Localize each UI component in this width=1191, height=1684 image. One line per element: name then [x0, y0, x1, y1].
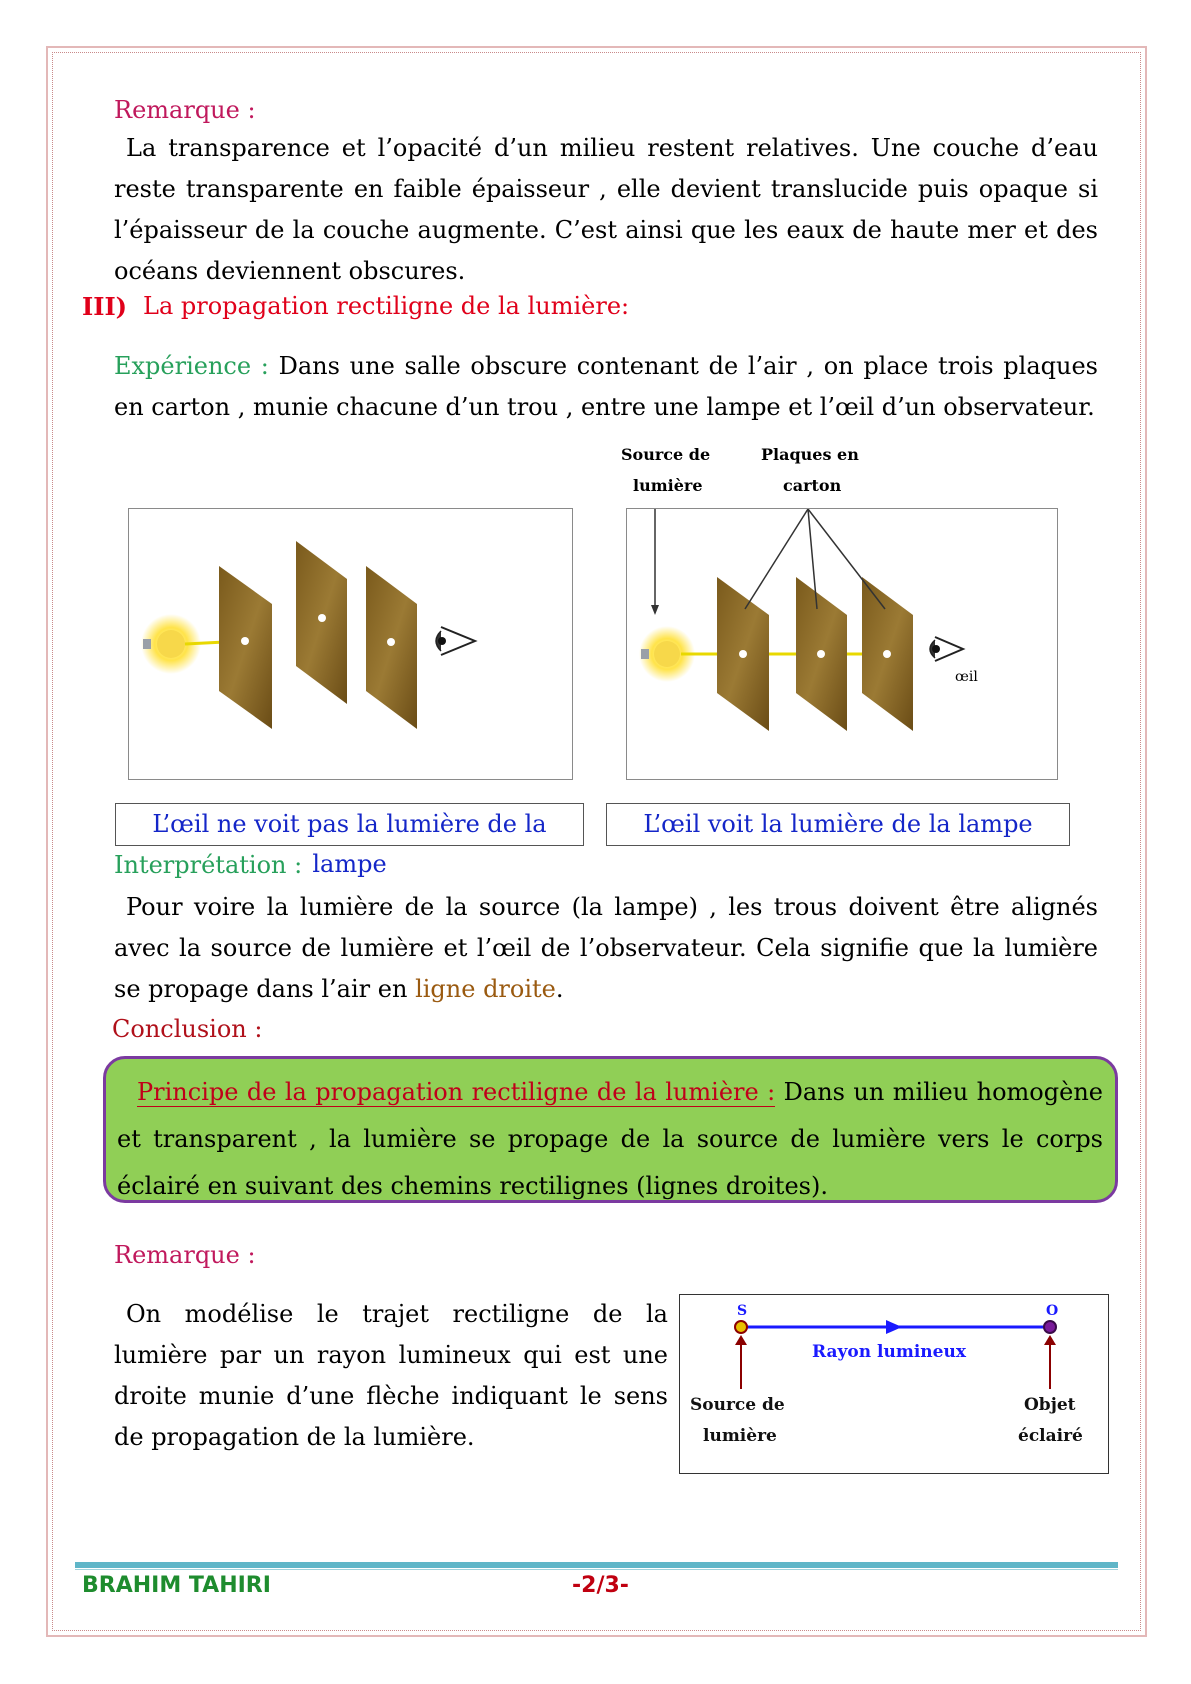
remarque2-text: On modélise le trajet rectiligne de la lumière par un rayon lumineux qui est une droite munie d’une flèche indiquant le sens de propagation de la lumière.	[114, 1300, 668, 1451]
figure-misaligned	[128, 508, 573, 780]
interpretation-text: Pour voire la lumière de la source (la lampe) , les trous doivent être alignés avec la source de lumière et l’œil de l’observateur. Cela signifie que la lumière se propage dans l’air en	[114, 893, 1098, 1003]
experience-paragraph	[114, 346, 1098, 428]
interpretation-label: Interprétation :	[114, 851, 303, 879]
ray-diagram-drawing	[680, 1295, 1107, 1472]
footer-rule	[75, 1562, 1118, 1568]
label-source-line1: Source de	[621, 445, 711, 464]
eye-icon	[930, 637, 963, 661]
hole-3	[387, 638, 395, 646]
label-plaques-line1: Plaques en	[761, 445, 859, 464]
ray-label: Rayon lumineux	[812, 1342, 966, 1362]
figure-misaligned-drawing	[129, 509, 571, 778]
conclusion-label: Conclusion :	[112, 1015, 263, 1043]
point-s-label: S	[737, 1303, 748, 1319]
source-pointer-arrow-icon	[735, 1335, 747, 1345]
figure-aligned	[626, 508, 1058, 780]
object-label-line2: éclairé	[1018, 1426, 1083, 1446]
source-label-line1: Source de	[690, 1395, 785, 1415]
footer-rule-thin	[75, 1569, 1118, 1570]
lamp-bulb-icon	[157, 630, 185, 658]
ray-direction-arrow-icon	[886, 1320, 902, 1334]
conclusion-lead: Principe de la propagation rectiligne de la lumière :	[137, 1078, 776, 1106]
label-plaques-line2: carton	[783, 476, 842, 495]
hole-1	[739, 650, 747, 658]
caption-aligned: L’œil voit la lumière de la lampe	[606, 803, 1070, 846]
object-label-line1: Objet	[1024, 1395, 1076, 1415]
carton-plate-3	[366, 566, 417, 729]
remarque2-label: Remarque :	[114, 1241, 256, 1269]
footer-page-number: -2/3-	[572, 1573, 629, 1598]
source-label-line2: lumière	[703, 1426, 777, 1446]
experience-text: Dans une salle obscure contenant de l’air , on place trois plaques en carton , munie chacune d’un trou , entre une lampe et l’œil d’un observateur.	[114, 352, 1098, 421]
lamp-base	[641, 649, 649, 659]
footer-author: BRAHIM TAHIRI	[82, 1573, 271, 1598]
interpretation-end: .	[555, 975, 564, 1003]
hole-3	[883, 650, 891, 658]
caption-misaligned: L’œil ne voit pas la lumière de la lampe	[115, 803, 584, 846]
object-point-o	[1044, 1321, 1056, 1333]
remarque-label: Remarque :	[114, 96, 256, 124]
hole-2	[318, 614, 326, 622]
label-oeil: œil	[955, 669, 978, 685]
hole-1	[241, 637, 249, 645]
interpretation-highlight: ligne droite	[415, 975, 556, 1003]
experience-label: Expérience :	[114, 352, 269, 380]
hole-2	[817, 650, 825, 658]
lamp-base	[143, 639, 151, 649]
source-pointer-arrow-icon	[651, 605, 659, 615]
conclusion-box	[103, 1056, 1118, 1203]
carton-plate-1	[219, 566, 272, 729]
section-number: III)	[82, 292, 128, 321]
source-point-s	[735, 1321, 747, 1333]
interpretation-paragraph	[114, 887, 1098, 1010]
conclusion-text: Dans un milieu homogène et transparent , la lumière se propage de la source de lumière vers le corps éclairé en suivant des chemins rectilignes (lignes droites).	[117, 1078, 1103, 1200]
eye-icon	[436, 627, 475, 655]
remarque-text: La transparence et l’opacité d’un milieu restent relatives. Une couche d’eau reste transparente en faible épaisseur , elle devient translucide puis opaque si l’épaisseur de la couche augmente. C’est ainsi que les eaux de haute mer et des océans deviennent obscures.	[114, 134, 1098, 285]
ray-diagram	[679, 1294, 1109, 1474]
object-pointer-arrow-icon	[1044, 1335, 1056, 1345]
figure-aligned-drawing	[627, 509, 1056, 778]
label-source-line2: lumière	[633, 476, 703, 495]
carton-plate-2	[296, 541, 347, 704]
lamp-bulb-icon	[654, 641, 680, 667]
section-title: La propagation rectiligne de la lumière:	[143, 292, 630, 320]
point-o-label: O	[1046, 1303, 1059, 1319]
